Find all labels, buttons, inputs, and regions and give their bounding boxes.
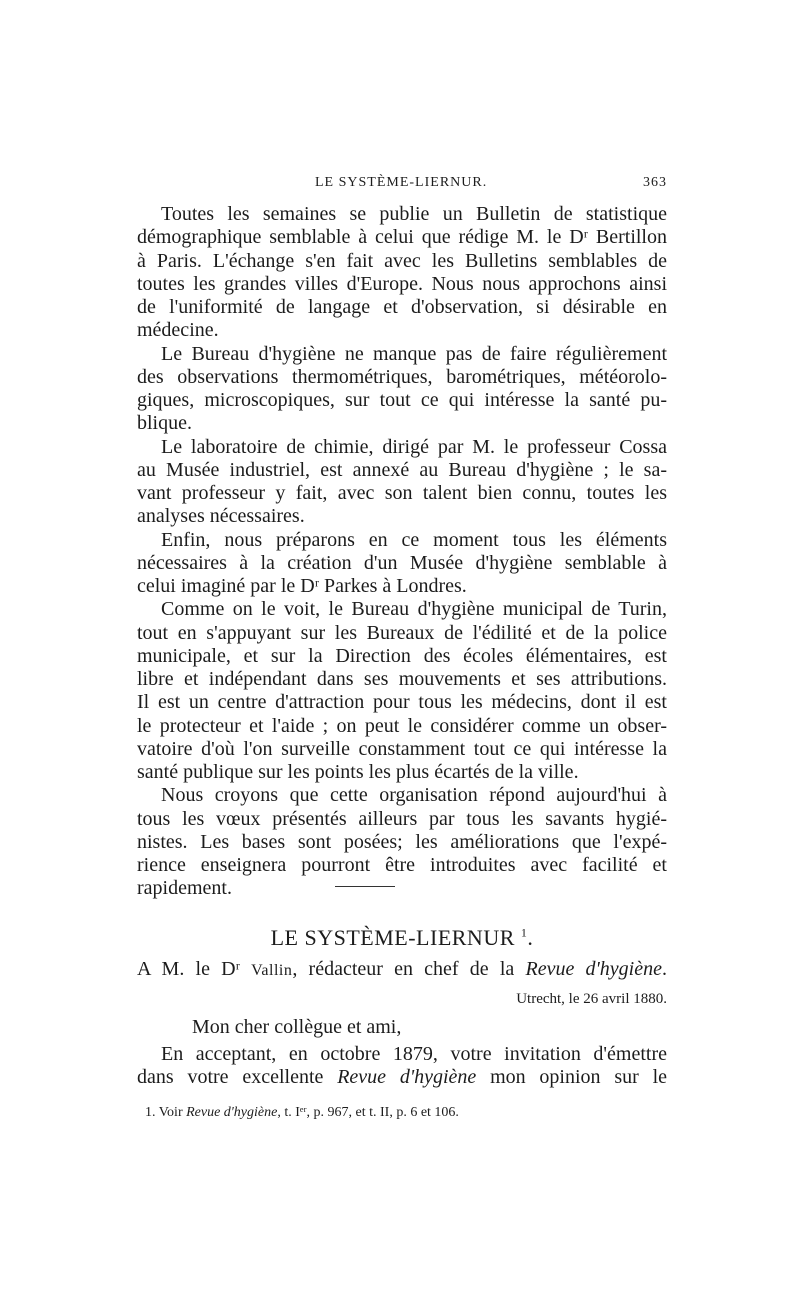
text-line: tous les vœux présentés ailleurs par tous les savants hygié- xyxy=(137,807,667,830)
text-line: blique. xyxy=(137,412,192,435)
running-head xyxy=(137,175,667,197)
section-title-end: . xyxy=(527,925,534,950)
text-line: En acceptant, en octobre 1879, votre invitation d'émettre xyxy=(161,1043,667,1065)
footnote-suffix: , t. Iᵉʳ, p. 967, et t. II, p. 6 et 106. xyxy=(277,1105,459,1120)
footnote-marker: 1 xyxy=(520,925,528,940)
footnote xyxy=(145,1105,459,1121)
text-line: démographique semblable à celui que rédige M. le Dʳ Bertillon xyxy=(137,226,667,249)
address-journal: Revue d'hygiène xyxy=(525,958,662,980)
text-line: de l'uniformité de langage et d'observation, si désirable en xyxy=(137,296,667,318)
text-line: nistes. Les bases sont posées; les améliorations que l'expé- xyxy=(137,830,667,853)
line-suffix: mon opinion sur le xyxy=(476,1066,668,1089)
address-end: . xyxy=(662,958,667,980)
text-line: celui imaginé par le Dʳ Parkes à Londres. xyxy=(137,575,467,597)
text-line: tout en s'appuyant sur les Bureaux de l'édilité et de la police xyxy=(137,621,667,644)
text-line: santé publique sur les points les plus écartés de la ville. xyxy=(137,761,579,783)
text-line: Enfin, nous préparons en ce moment tous les éléments xyxy=(161,528,667,551)
text-line: le protecteur et l'aide ; on peut le considérer comme un obser- xyxy=(137,714,667,737)
text-line: Il est un centre d'attraction pour tous les médecins, dont il est xyxy=(137,691,667,714)
text-line: Toutes les semaines se publie un Bulletin de statistique xyxy=(161,203,667,225)
text-line xyxy=(137,1066,667,1089)
text-line: vatoire d'où l'on surveille constamment tout ce qui intéresse la xyxy=(137,737,667,760)
text-line: au Musée industriel, est annexé au Bureau d'hygiène ; le sa- xyxy=(137,458,667,481)
dateline: Utrecht, le 26 avril 1880. xyxy=(516,991,667,1007)
text-line: Le laboratoire de chimie, dirigé par M. le professeur Cossa xyxy=(161,435,667,458)
text-line: rience enseignera pourront être introduites avec facilité et xyxy=(137,854,667,876)
address-middle: , rédacteur en chef de la xyxy=(292,958,526,980)
footnote-prefix: 1. Voir xyxy=(145,1105,187,1120)
letter-address xyxy=(137,958,667,981)
running-title: LE SYSTÈME-LIERNUR. xyxy=(315,175,488,190)
letter-body xyxy=(137,1043,667,1090)
text-line: giques, microscopiques, sur tout ce qui intéresse la santé pu- xyxy=(137,389,667,411)
text-line: Comme on le voit, le Bureau d'hygiène municipal de Turin, xyxy=(161,598,667,621)
section-title-text: LE SYSTÈME-LIERNUR xyxy=(270,925,515,950)
text-line: municipale, et sur la Direction des écoles élémentaires, est xyxy=(137,644,667,667)
text-line: nécessaires à la création d'un Musée d'hygiène semblable à xyxy=(137,551,667,574)
text-line: toutes les grandes villes d'Europe. Nous nous approchons ainsi xyxy=(137,272,667,295)
section-divider xyxy=(335,886,395,887)
address-name: Vallin xyxy=(251,962,293,979)
address-prefix: A M. le Dʳ xyxy=(137,958,252,980)
text-line: Le Bureau d'hygiène ne manque pas de faire régulièrement xyxy=(161,342,667,365)
journal-title: Revue d'hygiène xyxy=(337,1066,477,1089)
text-line: vant professeur y fait, avec son talent bien connu, toutes les xyxy=(137,482,667,504)
text-line: libre et indépendant dans ses mouvements et ses attributions. xyxy=(137,668,667,690)
section-title xyxy=(137,925,667,951)
text-line: à Paris. L'échange s'en fait avec les Bulletins semblables de xyxy=(137,249,667,272)
text-line: rapidement. xyxy=(137,877,232,900)
page-number: 363 xyxy=(643,175,667,190)
footnote-journal: Revue d'hygiène xyxy=(186,1105,278,1120)
text-line: Nous croyons que cette organisation répond aujourd'hui à xyxy=(161,784,667,807)
salutation: Mon cher collègue et ami, xyxy=(192,1016,402,1038)
text-line: des observations thermométriques, barométriques, météorolo- xyxy=(137,365,667,388)
text-line: médecine. xyxy=(137,319,219,342)
text-line: analyses nécessaires. xyxy=(137,505,305,528)
body-text xyxy=(137,203,667,901)
line-prefix: dans votre excellente xyxy=(137,1066,338,1089)
